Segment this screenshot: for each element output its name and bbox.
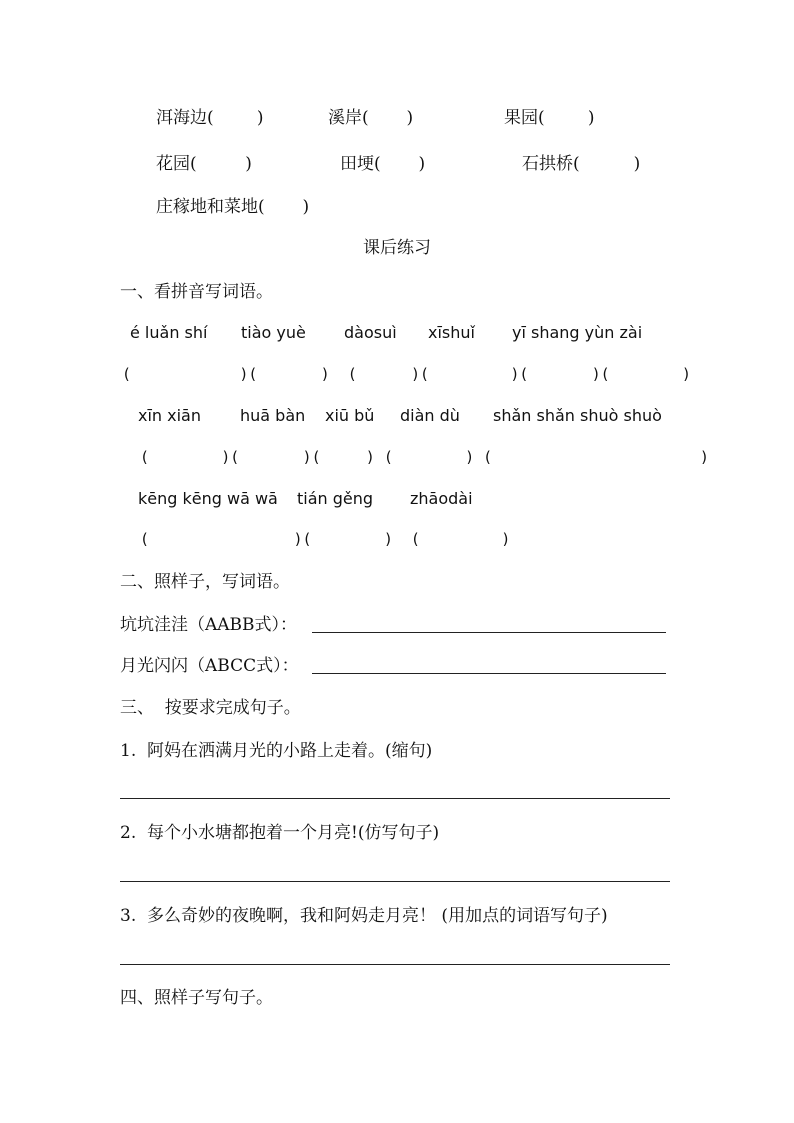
q2-item-1-answer-line[interactable] — [312, 632, 666, 633]
brackets-row-2[interactable]: ( )( )( ) ( ) ( ) — [140, 448, 709, 466]
q3-heading: 三、 按要求完成句子。 — [120, 698, 301, 718]
q3-item-1: 1. 阿妈在洒满月光的小路上走着。(缩句) — [120, 741, 433, 761]
q3-item-3-answer-line[interactable] — [120, 964, 670, 965]
pinyin-2-4: diàn dù — [400, 406, 460, 425]
pinyin-3-1: kēng kēng wā wā — [138, 489, 278, 508]
q3-item-1-answer-line[interactable] — [120, 798, 670, 799]
pinyin-2-3: xiū bǔ — [325, 406, 375, 425]
pinyin-2-1: xīn xiān — [138, 406, 201, 425]
pinyin-1-4: xīshuǐ — [428, 323, 475, 342]
pinyin-3-3: zhāodài — [410, 489, 473, 508]
q1-heading: 一、看拼音写词语。 — [120, 282, 273, 302]
pinyin-1-3: dàosuì — [344, 323, 397, 342]
blank-huayuan: 花园( ) — [156, 154, 252, 174]
q4-heading: 四、照样子写句子。 — [120, 988, 273, 1008]
section-title: 课后练习 — [363, 238, 431, 258]
blank-erhai: 洱海边( ) — [156, 108, 264, 128]
pinyin-2-5: shǎn shǎn shuò shuò — [493, 406, 662, 425]
q3-item-3: 3. 多么奇妙的夜晚啊，我和阿妈走月亮！ (用加点的词语写句子) — [120, 906, 608, 926]
blank-guoyuan: 果园( ) — [504, 108, 595, 128]
q3-item-2: 2. 每个小水塘都抱着一个月亮!(仿写句子) — [120, 823, 440, 843]
q2-item-2-label: 月光闪闪（ABCC式）： — [120, 656, 299, 676]
blank-xian: 溪岸( ) — [328, 108, 414, 128]
brackets-row-1[interactable]: ( )( ) ( )( )( )( ) — [122, 365, 691, 383]
blank-zhuangjiadi: 庄稼地和菜地( ) — [156, 197, 310, 217]
pinyin-1-5: yī shang yùn zài — [512, 323, 643, 342]
pinyin-1-2: tiào yuè — [241, 323, 306, 342]
blank-tiangeng: 田埂( ) — [340, 154, 426, 174]
brackets-row-3[interactable]: ( )( ) ( ) — [140, 530, 511, 548]
q3-item-2-answer-line[interactable] — [120, 881, 670, 882]
pinyin-1-1: é luǎn shí — [130, 323, 208, 342]
q2-item-1-label: 坑坑洼洼（AABB式）： — [120, 615, 298, 635]
blank-shigongqiao: 石拱桥( ) — [522, 154, 641, 174]
pinyin-3-2: tián gěng — [297, 489, 374, 508]
q2-item-2-answer-line[interactable] — [312, 673, 666, 674]
q2-heading: 二、照样子，写词语。 — [120, 572, 290, 592]
pinyin-2-2: huā bàn — [240, 406, 306, 425]
